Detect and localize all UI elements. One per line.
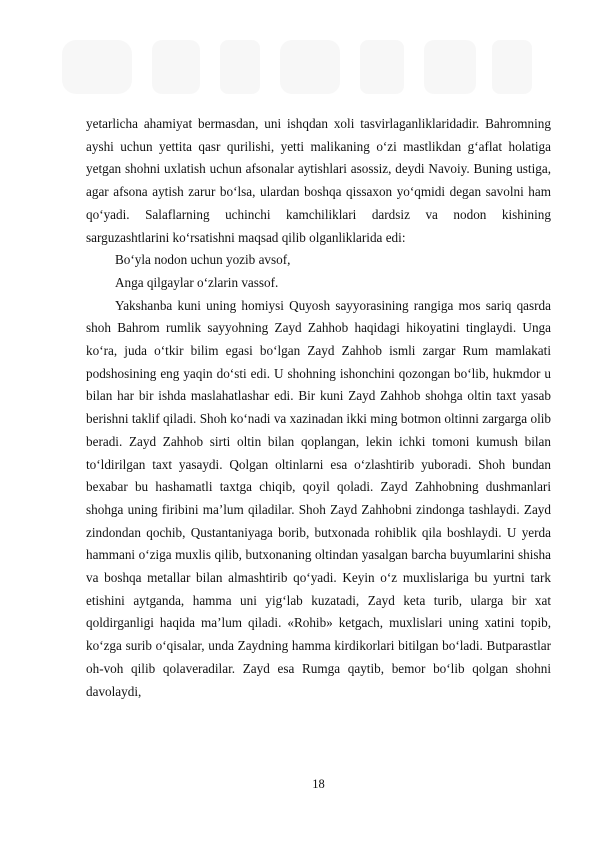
- paragraph-intro: yetarlicha ahamiyat bermasdan, uni ishqdan xoli tasvirlaganliklaridadir. Bahromning ayshi uchun yettita qasr qurilishi, yetti malikaning o‘zi mastlikdan g‘aflat holatiga yetgan shohni uxlatish uchun afsonalar aytishlari asossiz, deydi Navoiy. Buning ustiga, agar afsona aytish zarur bo‘lsa, ulardan boshqa qissaxon yo‘qmidi degan savolni ham qo‘yadi. Salaflarning uchinchi kamchiliklari dardsiz va nodon kishining sarguzashtlarini ko‘rsatishni maqsad qilib olganliklarida edi:: [86, 116, 551, 245]
- page-number: 18: [312, 777, 325, 791]
- body-text: [86, 113, 551, 703]
- paragraph-main: Yakshanba kuni uning homiysi Quyosh sayyorasining rangiga mos sariq qasrda shoh Bahrom rumlik sayyohning Zayd Zahhob haqidagi hikoyatini tinglaydi. Unga ko‘ra, juda o‘tkir bilim egasi bo‘lgan Zayd Zahhob ismli zargar Rum mamlakati podshosining eng yaqin do‘sti edi. U shohning ishonchini qozongan bo‘lib, hukmdor u bilan har bir ishda maslahatlashar edi. Bir kuni Zayd Zahhob shohga oltin taxt yasab berishni taklif qiladi. Shoh ko‘nadi va xazinadan ikki ming botmon oltinni zargarga olib beradi. Zayd Zahhob sirti oltin bilan qoplangan, lekin ichki tomoni kumush bilan to‘ldirilgan taxt yasaydi. Qolgan oltinlarni esa o‘zlashtirib yuboradi. Shoh bundan bexabar bu hashamatli taxtga chiqib, qoyil qoladi. Zayd Zahhobning dushmanlari shohga uning firibini ma’lum qiladilar. Shoh Zayd Zahhobni zindonga tashlaydi. Zayd zindondan qochib, Qustantaniyaga borib, butxonada rohiblik qila boshlaydi. U yerda hammani o‘ziga muxlis qilib, butxonaning oltindan yasalgan barcha buyumlarini shisha va boshqa metallar bilan almashtirib qo‘yadi. Keyin o‘z muxlislariga bu yurtni tark etishini aytganda, hamma uni yig‘lab kuzatadi, Zayd keta turib, ularga bir xat qoldirganligi haqida ma’lum qiladi. «Rohib» ketgach, muxlislari uning xatini topib, ko‘zga surib o‘qisalar, unda Zaydning hamma kirdikorlari bitilgan bo‘ladi. Butparastlar oh-voh qilib qolaveradilar. Zayd esa Rumga qaytib, bemor bo‘lib qolgan shohni davolaydi,: [86, 297, 551, 699]
- verse-line-2: Anga qilgaylar o‘zlarin vassof.: [115, 274, 279, 290]
- faint-logo-watermark-icon: [62, 32, 532, 102]
- verse-line-1: Bo‘yla nodon uchun yozib avsof,: [115, 252, 291, 268]
